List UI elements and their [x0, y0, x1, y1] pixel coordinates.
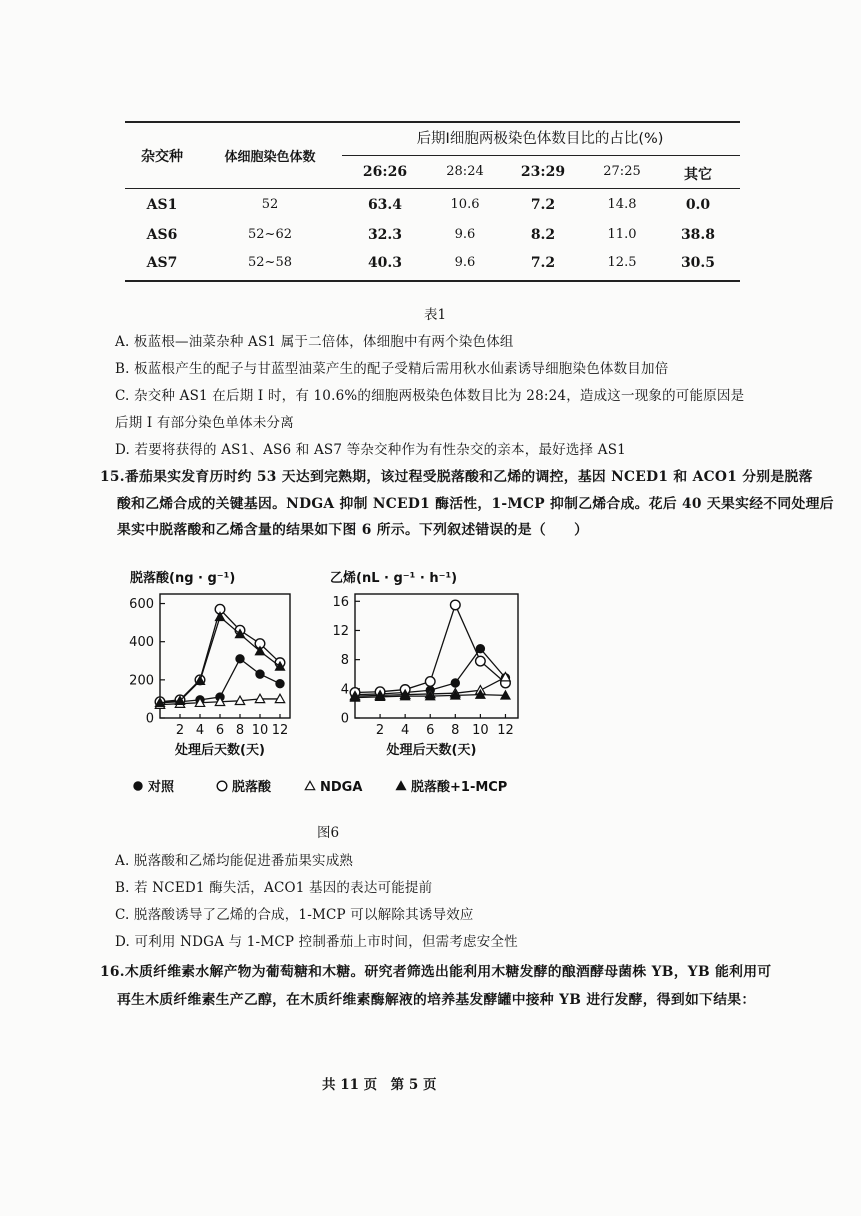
row-chrom: 52~58: [248, 255, 292, 270]
q15-option-d: D. 可利用 NDGA 与 1-MCP 控制番茄上市时间，但需考虑安全性: [115, 934, 518, 950]
q14-option-a: A. 板蓝根—油菜杂种 AS1 属于二倍体，体细胞中有两个染色体组: [115, 334, 514, 350]
x-tick-label: 4: [401, 723, 410, 738]
ratio-header: 28:24: [446, 164, 484, 179]
data-point: [425, 677, 435, 687]
data-point: [451, 600, 461, 610]
row-value: 9.6: [454, 255, 476, 270]
y-axis-label: 脱落酸(ng · g⁻¹): [130, 571, 236, 586]
data-point: [476, 656, 486, 666]
header-hybrid: 杂交种: [141, 149, 183, 165]
q15-stem-line: 酸和乙烯合成的关键基因。NDGA 抑制 NCED1 酶活性，1-MCP 抑制乙烯合成。花后 40 天果实经不同处理后: [117, 496, 834, 512]
row-value: 30.5: [680, 255, 716, 271]
x-tick-label: 2: [375, 723, 385, 738]
x-tick-label: 12: [497, 723, 514, 738]
row-value: 32.3: [367, 227, 403, 243]
header-chromosome: 体细胞染色体数: [224, 150, 316, 165]
q14-option-d: D. 若要将获得的 AS1、AS6 和 AS7 等杂交种作为有性杂交的亲本，最好选择 AS1: [115, 442, 626, 458]
x-tick-label: 6: [426, 723, 435, 738]
ratio-header: 23:29: [520, 164, 566, 180]
table-top-rule: [125, 121, 740, 123]
x-tick-label: 4: [195, 723, 205, 738]
x-tick-label: 12: [271, 723, 289, 738]
series-line: [160, 617, 280, 703]
q14-option-c-cont: 后期 I 有部分染色单体未分离: [115, 415, 294, 431]
y-tick-label: 4: [340, 682, 349, 698]
ratio-header: 27:25: [603, 164, 641, 179]
x-tick-label: 10: [472, 723, 489, 738]
y-tick-label: 400: [129, 635, 154, 651]
y-tick-label: 200: [129, 673, 154, 689]
x-tick-label: 8: [235, 723, 245, 738]
q16-stem-line: 再生木质纤维素生产乙醇，在木质纤维素酶解液的培养基发酵罐中接种 YB 进行发酵，得到如下结果：: [117, 992, 756, 1008]
row-value: 7.2: [530, 255, 556, 271]
row-value: 0.0: [685, 197, 711, 213]
y-tick-label: 8: [340, 653, 349, 669]
x-tick-label: 8: [451, 723, 460, 738]
y-tick-label: 16: [332, 594, 349, 610]
legend-marker: [217, 781, 227, 791]
row-chrom: 52: [261, 197, 279, 212]
q16-stem-line: 16.木质纤维素水解产物为葡萄糖和木糖。研究者筛选出能利用木糖发酵的酿酒酵母菌株 YB，YB 能利用可: [100, 964, 772, 980]
data-point: [276, 679, 284, 687]
row-name: AS1: [146, 197, 178, 213]
y-axis-label: 乙烯(nL · g⁻¹ · h⁻¹): [330, 571, 458, 586]
y-tick-label: 12: [332, 623, 349, 639]
y-tick-label: 0: [340, 711, 349, 727]
ratio-header: 其它: [684, 167, 712, 183]
header-group: 后期Ⅰ细胞两极染色体数目比的占比(%): [416, 131, 664, 147]
table-bottom-rule: [125, 280, 740, 282]
ratio-header: 26:26: [362, 164, 408, 180]
x-axis-label: 处理后天数(天): [175, 743, 265, 758]
legend-marker: [134, 782, 142, 790]
q15-stem-line: 果实中脱落酸和乙烯含量的结果如下图 6 所示。下列叙述错误的是（ ）: [117, 522, 589, 538]
q14-option-b: B. 板蓝根产生的配子与甘蓝型油菜产生的配子受精后需用秋水仙素诱导细胞染色体数目加倍: [115, 361, 669, 377]
figure-6: [110, 560, 540, 800]
x-tick-label: 2: [175, 723, 185, 738]
legend-label: 对照: [148, 780, 175, 795]
y-tick-label: 600: [129, 597, 154, 613]
series-line: [160, 609, 280, 702]
q15-stem-line: 15.番茄果实发育历时约 53 天达到完熟期，该过程受脱落酸和乙烯的调控，基因 NCED1 和 ACO1 分别是脱落: [100, 469, 813, 485]
row-value: 11.0: [607, 227, 637, 242]
row-chrom: 52~62: [248, 227, 292, 242]
data-point: [256, 670, 264, 678]
row-value: 14.8: [607, 197, 637, 212]
data-table: [125, 121, 740, 282]
legend-label: NDGA: [320, 780, 363, 795]
q14-option-c: C. 杂交种 AS1 在后期 I 时，有 10.6%的细胞两极染色体数目比为 28:24，造成这一现象的可能原因是: [115, 388, 745, 404]
row-value: 8.2: [530, 227, 556, 243]
table-caption: 表1: [424, 307, 447, 323]
q15-option-a: A. 脱落酸和乙烯均能促进番茄果实成熟: [115, 853, 354, 869]
row-value: 63.4: [367, 197, 403, 213]
row-value: 9.6: [454, 227, 476, 242]
legend-marker: [396, 781, 405, 789]
row-value: 10.6: [450, 197, 480, 212]
x-axis-label: 处理后天数(天): [386, 743, 477, 758]
q15-option-b: B. 若 NCED1 酶失活，ACO1 基因的表达可能提前: [115, 880, 433, 896]
header-bottom-rule: [125, 188, 740, 189]
figure-caption: 图6: [317, 825, 340, 841]
row-value: 40.3: [367, 255, 403, 271]
page-footer: 共 11 页 第 5 页: [322, 1077, 437, 1093]
legend-label: 脱落酸+1-MCP: [411, 780, 508, 795]
row-value: 12.5: [607, 255, 637, 270]
legend-label: 脱落酸: [232, 780, 272, 795]
data-point: [476, 645, 484, 653]
group-header-rule: [342, 155, 740, 156]
row-name: AS7: [146, 255, 178, 271]
x-tick-label: 10: [251, 723, 269, 738]
legend-marker: [305, 781, 314, 789]
x-tick-label: 6: [215, 723, 225, 738]
q15-option-c: C. 脱落酸诱导了乙烯的合成，1-MCP 可以解除其诱导效应: [115, 907, 474, 923]
y-tick-label: 0: [145, 711, 154, 727]
row-name: AS6: [146, 227, 178, 243]
row-value: 38.8: [680, 227, 716, 243]
data-point: [236, 655, 244, 663]
data-point: [451, 679, 459, 687]
row-value: 7.2: [530, 197, 556, 213]
